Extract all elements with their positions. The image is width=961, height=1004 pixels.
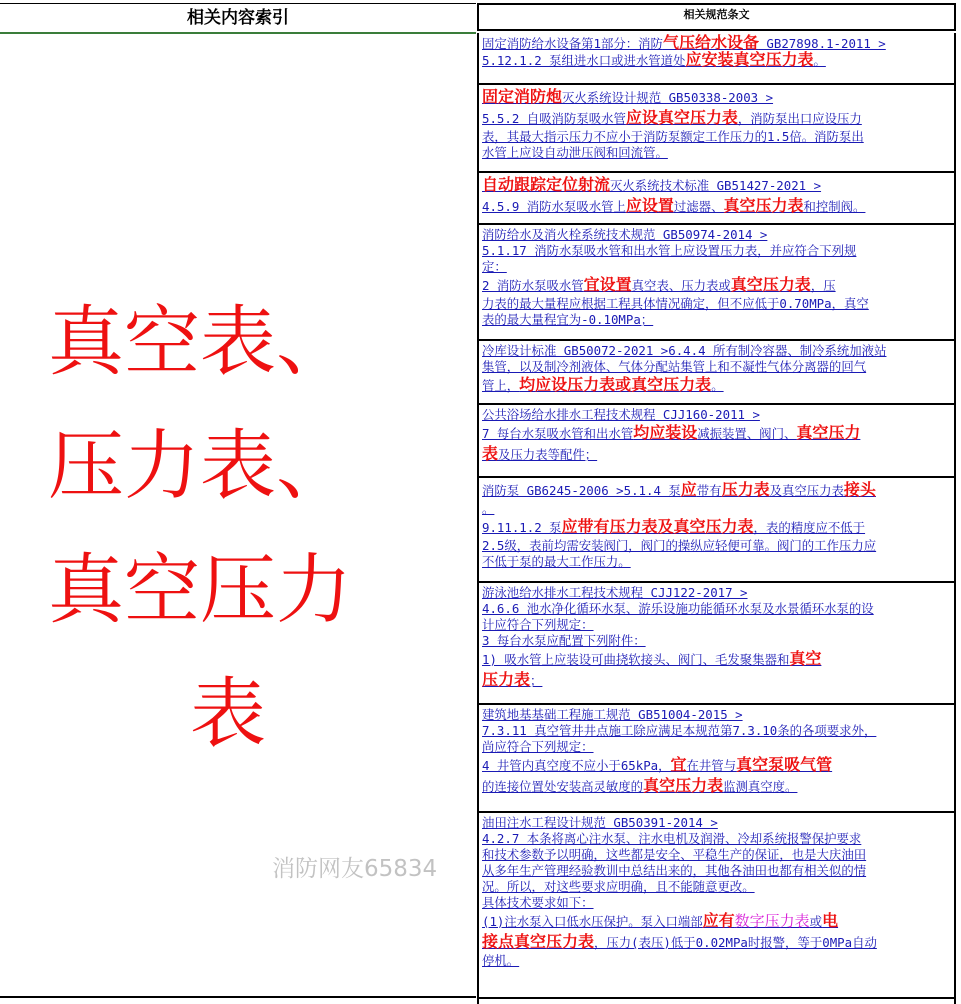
highlight-text: 应设置	[625, 196, 674, 215]
body-text: 4.6.6 池水净化循环水泵、游乐设施功能循环水泵及水景循环水泵的设	[482, 601, 874, 616]
regulation-text-line	[482, 723, 951, 739]
body-text: ，表的精度应不低于	[753, 520, 866, 535]
body-text: 表的最大量程宜为-0.10MPa；	[482, 312, 654, 327]
highlight-text: 真空压力表	[730, 275, 811, 294]
body-text: 冷库设计标准 GB50072-2021 >6.4.4 所有制冷容器、制冷系统加液站	[482, 343, 887, 358]
regulation-text-line	[482, 501, 951, 517]
highlight-text: 压力表	[482, 670, 531, 689]
regulation-text-line	[482, 911, 951, 932]
regulation-text-line	[482, 847, 951, 863]
highlight-text: 真空泵吸气管	[736, 755, 833, 774]
regulation-cell[interactable]	[477, 225, 956, 341]
regulation-link[interactable]	[482, 815, 951, 831]
regulation-link[interactable]	[482, 480, 951, 501]
body-text: 集管，以及制冷剂液体、气体分配站集管上和不凝性气体分离器的回气	[482, 359, 867, 374]
regulation-text-line	[482, 359, 951, 375]
regulation-link[interactable]	[482, 407, 951, 423]
body-text: 计应符合下列规定：	[482, 617, 594, 632]
body-text: 减振装置、阀门、	[697, 426, 797, 441]
highlight-text: 表	[482, 444, 499, 463]
regulation-link[interactable]	[482, 227, 951, 243]
highlight-text-pink: 数字压力表	[734, 912, 810, 930]
body-text: 消防给水及消火栓系统技术规范 GB50974-2014 >	[482, 227, 768, 242]
regulation-text-line	[482, 649, 951, 670]
body-text: 4.2.7 本条将离心注水泵、注水电机及润滑、冷却系统报警保护要求	[482, 831, 862, 846]
regulation-text-line	[482, 879, 951, 895]
body-text: 油田注水工程设计规范 GB50391-2014 >	[482, 815, 718, 830]
regulation-text-line	[482, 375, 951, 396]
regulation-cell[interactable]	[477, 583, 956, 705]
body-text: ，压	[810, 278, 836, 293]
body-text: 2 消防水泵吸水管	[482, 278, 584, 293]
regulation-text-line	[482, 953, 951, 969]
body-text: 5.5.2 自吸消防泵吸水管	[482, 111, 626, 126]
highlight-text: 真空压力表	[723, 196, 804, 215]
regulation-cell[interactable]	[477, 173, 956, 225]
regulation-cell[interactable]	[477, 85, 956, 173]
highlight-text: 宜设置	[583, 275, 632, 294]
index-line-1: 真空表、	[48, 297, 352, 386]
regulation-cell[interactable]	[477, 813, 956, 999]
regulation-text-line	[482, 129, 951, 145]
highlight-text: 应有	[702, 911, 735, 930]
highlight-text: 接点真空压力表	[482, 932, 595, 951]
regulation-text-line	[482, 145, 951, 161]
body-text: 况。所以，对这些要求应明确，且不能随意更改。	[482, 879, 755, 894]
body-text: GB27898.1-2011 >	[758, 36, 886, 51]
regulation-text-line	[482, 932, 951, 953]
header-regulation-column[interactable]: 相关规范条文	[477, 3, 956, 31]
regulation-text-line	[482, 196, 951, 217]
highlight-text: 真空压力	[796, 423, 861, 442]
body-text: 。	[711, 378, 724, 393]
body-text: 5.12.1.2 泵组进水口或进水管道处	[482, 53, 686, 68]
regulation-link[interactable]	[482, 343, 951, 359]
regulation-text-line	[482, 670, 951, 691]
regulation-cell[interactable]	[477, 405, 956, 478]
body-text: 表，其最大指示压力不应小于消防泵额定工作压力的1.5倍。消防泵出	[482, 129, 864, 144]
regulation-text-line	[482, 538, 951, 554]
highlight-text: 压力表	[721, 480, 770, 499]
regulation-text-line	[482, 601, 951, 617]
body-text: 游泳池给水排水工程技术规程 CJJ122-2017 >	[482, 585, 748, 600]
regulation-link[interactable]	[482, 585, 951, 601]
regulation-text-line	[482, 633, 951, 649]
body-text: 过滤器、	[673, 199, 724, 214]
regulation-text-line	[482, 739, 951, 755]
highlight-text: 均应设压力表或真空压力表	[519, 375, 712, 394]
highlight-text: 应带有压力表及真空压力表	[561, 517, 754, 536]
regulation-text-line	[482, 517, 951, 538]
body-text: 力表的最大量程应根据工程具体情况确定，但不应低于0.70MPa，真空	[482, 296, 869, 311]
regulation-cell[interactable]	[477, 341, 956, 405]
body-text: 及压力表等配件；	[498, 447, 598, 462]
body-text: 和技术参数予以明确，这些都是安全、平稳生产的保证，也是大庆油田	[482, 847, 867, 862]
body-text: 固定消防给水设备第1部分：消防	[482, 36, 663, 51]
regulation-text-line	[482, 444, 951, 465]
regulation-text-line	[482, 755, 951, 776]
index-line-4: 表	[190, 669, 266, 758]
highlight-text: 气压给水设备	[662, 33, 759, 52]
body-text: 真空表、压力表或	[631, 278, 731, 293]
body-text: 具体技术要求如下：	[482, 895, 594, 910]
body-text: 灭火系统设计规范 GB50338-2003 >	[562, 90, 774, 105]
watermark: 消防网友65834	[272, 856, 438, 882]
regulation-text-line	[482, 863, 951, 879]
body-text: 7 每台水泵吸水管和出水管	[482, 426, 634, 441]
body-text: (1)注水泵入口低水压保护。泵入口端部	[482, 914, 703, 929]
body-text: 监测真空度。	[723, 779, 798, 794]
regulation-cell[interactable]	[477, 478, 956, 583]
regulation-link[interactable]	[482, 707, 951, 723]
regulation-link[interactable]	[482, 175, 951, 196]
regulation-text-line	[482, 275, 951, 296]
regulation-text-line	[482, 243, 951, 259]
regulation-text-line	[482, 296, 951, 312]
body-text: 和控制阀。	[803, 199, 866, 214]
highlight-text: 真空压力表	[643, 776, 724, 795]
body-text: 9.11.1.2 泵	[482, 520, 562, 535]
highlight-text: 固定消防炮	[482, 87, 563, 106]
next-row-stub[interactable]	[477, 996, 956, 1004]
regulation-link[interactable]	[482, 87, 951, 108]
highlight-text: 应	[680, 480, 697, 499]
highlight-text: 应安装真空压力表	[685, 50, 814, 69]
body-text: 。	[482, 501, 495, 516]
body-text: 消防泵 GB6245-2006 >5.1.4 泵	[482, 483, 681, 498]
regulation-text-line	[482, 554, 951, 570]
highlight-text: 应设真空压力表	[625, 108, 738, 127]
body-text: 7.3.11 真空管井井点施工除应满足本规范第7.3.10条的各项要求外，	[482, 723, 877, 738]
highlight-text: 均应装设	[633, 423, 698, 442]
regulation-text-line	[482, 617, 951, 633]
regulation-text-line	[482, 52, 951, 69]
regulation-column	[477, 33, 956, 999]
body-text: 。	[813, 53, 826, 68]
header-divider	[0, 32, 476, 34]
regulation-text-line	[482, 776, 951, 797]
body-text: 公共浴场给水排水工程技术规程 CJJ160-2011 >	[482, 407, 760, 422]
body-text: ，消防泵出口应设压力	[737, 111, 862, 126]
body-text: 5.1.17 消防水泵吸水管和出水管上应设置压力表，并应符合下列规	[482, 243, 857, 258]
highlight-text: 接头	[843, 480, 876, 499]
body-text: 在井管与	[686, 758, 737, 773]
index-line-3: 真空压力	[48, 545, 352, 634]
body-text: 4.5.9 消防水泵吸水管上	[482, 199, 626, 214]
body-text: 管上，	[482, 378, 520, 393]
bottom-border	[0, 996, 476, 998]
index-line-2: 压力表、	[48, 421, 352, 510]
body-text: ，压力(表压)低于0.02MPa时报警，等于0MPa自动	[594, 935, 877, 950]
body-text: 停机。	[482, 953, 520, 968]
index-cell[interactable]	[0, 280, 476, 776]
body-text: 定：	[482, 259, 507, 274]
regulation-text-line	[482, 423, 951, 444]
body-text: 水管上应设自动泄压阀和回流管。	[482, 145, 668, 160]
body-text: 3 每台水泵应配置下列附件：	[482, 633, 646, 648]
regulation-cell[interactable]	[477, 33, 956, 85]
body-text: 从多年生产管理经验教训中总结出来的，其他各油田也都有相关似的情	[482, 863, 867, 878]
regulation-text-line	[482, 259, 951, 275]
body-text: 2.5级，表前均需安装阀门，阀门的操纵应轻便可靠。阀门的工作压力应	[482, 538, 877, 553]
regulation-text-line	[482, 108, 951, 129]
body-text: 1) 吸水管上应装设可曲挠软接头、阀门、毛发聚集器和	[482, 652, 790, 667]
body-text: 4 井管内真空度不应小于65kPa，	[482, 758, 671, 773]
body-text: 建筑地基基础工程施工规范 GB51004-2015 >	[482, 707, 743, 722]
body-text: 或	[809, 914, 823, 929]
highlight-text: 真空	[789, 649, 822, 668]
body-text: 的连接位置处安装高灵敏度的	[482, 779, 644, 794]
header-index-column[interactable]: 相关内容索引	[0, 3, 476, 33]
body-text: 带有	[696, 483, 722, 498]
body-text: 尚应符合下列规定：	[482, 739, 594, 754]
regulation-text-line	[482, 895, 951, 911]
regulation-cell[interactable]	[477, 705, 956, 813]
body-text: ；	[530, 673, 543, 688]
body-text: 灭火系统技术标准 GB51427-2021 >	[610, 178, 822, 193]
highlight-text: 自动跟踪定位射流	[482, 175, 611, 194]
highlight-text: 宜	[670, 755, 687, 774]
regulation-text-line	[482, 831, 951, 847]
regulation-text-line	[482, 312, 951, 328]
body-text: 及真空压力表	[769, 483, 844, 498]
body-text: 不低于泵的最大工作压力。	[482, 554, 631, 569]
highlight-text: 电	[822, 911, 839, 930]
